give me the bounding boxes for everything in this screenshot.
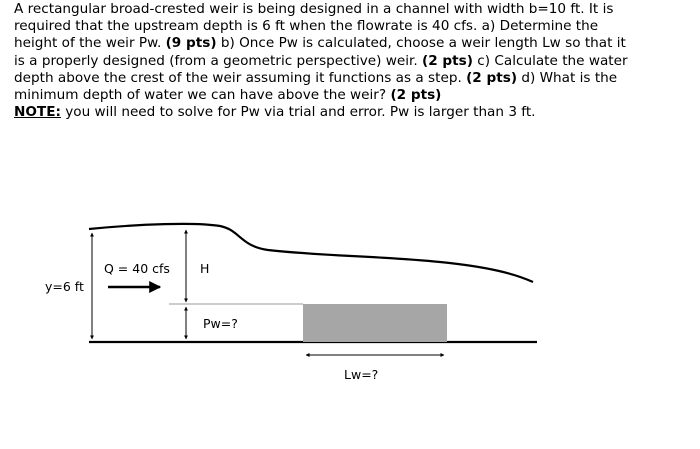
weir-height-label: Pw=? xyxy=(203,316,238,331)
points-part-a: (9 pts) xyxy=(165,35,217,52)
weir-length-label: Lw=? xyxy=(344,367,379,382)
problem-line-5: depth above the crest of the weir assuming it functions as a step. (2 pts) d) What is the xyxy=(14,69,618,86)
points-part-c: (2 pts) xyxy=(466,69,518,86)
points-part-b: (2 pts) xyxy=(422,52,473,69)
note-label: NOTE: xyxy=(14,104,61,121)
problem-line-2: required that the upstream depth is 6 ft when the flowrate is 40 cfs. a) Determine the xyxy=(14,18,599,35)
flow-label: Q = 40 cfs xyxy=(104,261,170,276)
depth-label: y=6 ft xyxy=(45,279,84,294)
problem-line-3: height of the weir Pw. (9 pts) b) Once Pw is calculated, choose a weir length Lw so that it xyxy=(14,35,626,52)
points-part-d: (2 pts) xyxy=(390,87,442,104)
head-label: H xyxy=(200,261,210,276)
problem-line-6: minimum depth of water we can have above the weir? (2 pts) xyxy=(14,87,442,104)
weir-block xyxy=(303,304,447,342)
problem-line-4: is a properly designed (from a geometric perspective) weir. (2 pts) c) Calculate the water xyxy=(14,52,628,69)
problem-line-1: A rectangular broad-crested weir is being designed in a channel with width b=10 ft. It is xyxy=(14,1,614,17)
note-line: NOTE: you will need to solve for Pw via trial and error. Pw is larger than 3 ft. xyxy=(14,104,536,121)
